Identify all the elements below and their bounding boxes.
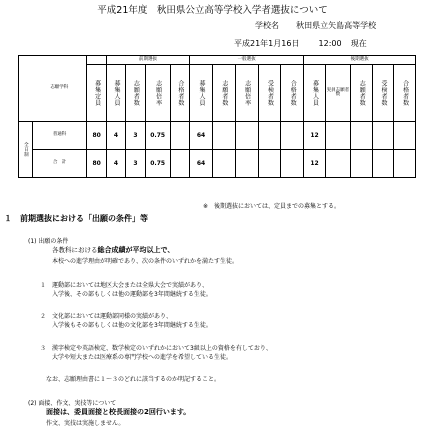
table-cell: [394, 122, 416, 150]
table-cell: [235, 150, 258, 178]
col-header: 募集定員: [93, 80, 101, 106]
table-cell: 64: [190, 122, 213, 150]
group-header-row: [19, 56, 416, 65]
group-kouki: 後期選抜: [304, 56, 416, 65]
section-heading: １ 前期選抜における「出願の条件」等: [4, 214, 148, 223]
dept-header: 志願学科: [32, 56, 87, 122]
table-cell: [258, 122, 281, 150]
list-item: １ 運動部においては地区大会または全県大会で実績があり、: [40, 282, 209, 289]
table-cell: [281, 122, 304, 150]
col-header: 実員志願者数: [326, 87, 350, 97]
table-note: ※ 後期選抜においては、定員までの募集とする。: [203, 203, 341, 210]
table-cell: 12: [304, 122, 326, 150]
table-cell: [394, 150, 416, 178]
time-text: 12:00: [318, 39, 342, 48]
col-header: 募集人員: [113, 80, 121, 106]
table-cell: [325, 150, 350, 178]
school-label: 学校名: [255, 21, 279, 30]
table-cell: [350, 150, 372, 178]
table-cell: 4: [106, 150, 125, 178]
col-header: 受検者数: [266, 80, 274, 106]
table-cell: [372, 150, 394, 178]
group-zenki: 前期選抜: [106, 56, 189, 65]
col-header: 志願倍率: [154, 80, 162, 106]
col-header: 合格者数: [401, 80, 409, 106]
col-header: 合格者数: [289, 80, 297, 106]
table-cell: [170, 150, 189, 178]
condition-line: [52, 245, 174, 255]
table-cell: 0.75: [145, 122, 170, 150]
school-line: [255, 20, 376, 31]
subsection-title: (2) 面接、作文、実技等について: [28, 400, 117, 407]
table-cell: [212, 150, 235, 178]
list-item: 大学や短大または医療系の専門学校への進学を希望している生徒。: [52, 354, 233, 361]
condition-text: 各教科における: [52, 246, 98, 254]
table-cell: 0.75: [145, 150, 170, 178]
essay-note: 作文、実技は実施しません。: [46, 420, 125, 427]
col-header: 志願者数: [132, 80, 140, 106]
group-ippan: 一般選抜: [190, 56, 304, 65]
condition-line-2: 本校への進学理由が明確であり、次の条件のいずれかを満たす生徒。: [52, 258, 239, 265]
closing-note: なお、志願理由書に１〜３のどれに該当するのか明記すること。: [46, 376, 221, 383]
table-cell: [350, 122, 372, 150]
table-cell: 3: [126, 150, 145, 178]
row-group-label: 全日制: [23, 142, 29, 157]
table-cell: [258, 150, 281, 178]
page-title: 平成21年度 秋田県公立高等学校入学者選抜について: [97, 5, 328, 16]
subsection-title: (1) 出願の条件: [28, 238, 69, 245]
col-header: 志願者数: [220, 80, 228, 106]
table-cell: 64: [190, 150, 213, 178]
table-cell: [325, 122, 350, 150]
as-of-text: 現在: [350, 39, 367, 48]
table-cell: 80: [87, 122, 106, 150]
table-cell: [170, 122, 189, 150]
table-cell: 12: [304, 150, 326, 178]
table-row: [19, 150, 416, 178]
col-header: 合格者数: [176, 80, 184, 106]
col-header: 募集人員: [198, 80, 205, 106]
list-item: 入学後、その部もしくは他の運動部を3年間継続する生徒。: [52, 291, 212, 298]
list-item: 入学後もその部もしくは他の文化部を3年間継続する生徒。: [52, 322, 212, 329]
table-cell: [212, 122, 235, 150]
table-row: [19, 122, 416, 150]
date-text: 平成21年1月16日: [234, 39, 300, 48]
col-header: 志願者数: [358, 80, 366, 106]
table-cell: [281, 150, 304, 178]
row-label: 普通科: [32, 122, 87, 150]
interview-note: 面接は、委員面接と校長面接の2回行います。: [46, 408, 191, 416]
col-header: 受検者数: [379, 80, 387, 106]
table-cell: 4: [106, 122, 125, 150]
table-cell: 80: [87, 150, 106, 178]
admissions-table: [18, 55, 416, 178]
col-header: 志願倍率: [243, 80, 251, 106]
table-cell: 3: [126, 122, 145, 150]
col-header: 募集人員: [311, 80, 319, 106]
date-line: [234, 38, 367, 49]
table-cell: [372, 122, 394, 150]
list-item: ２ 文化部においては運動部同様の実績があり、: [40, 313, 173, 320]
list-item: ３ 漢字検定や英語検定、数学検定のいずれかにおいて3級以上の資格を有しており、: [40, 345, 272, 352]
row-label: 合 計: [32, 150, 87, 178]
school-name: 秋田県立矢島高等学校: [296, 21, 377, 30]
condition-emphasis: 総合成績が平均以上で、: [97, 246, 175, 254]
table-cell: [235, 122, 258, 150]
